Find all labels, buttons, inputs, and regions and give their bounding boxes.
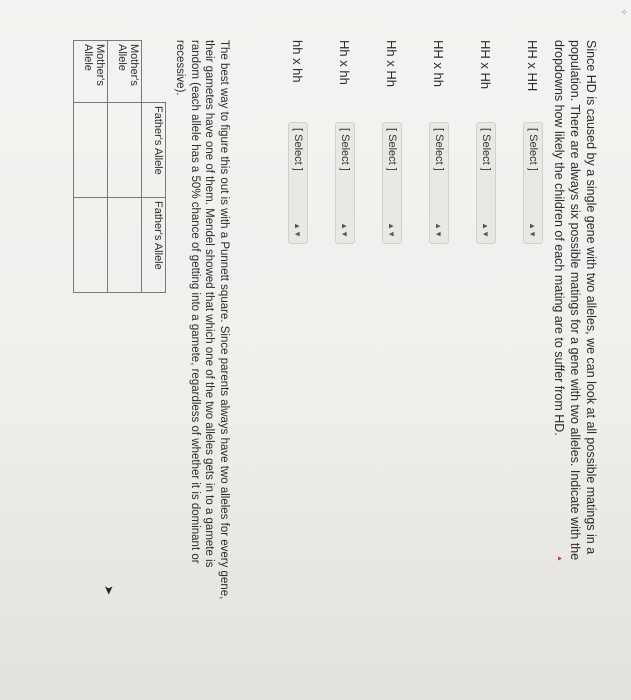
- dropdown-value: [ Select ]: [433, 128, 445, 171]
- punnett-cell: [108, 103, 142, 198]
- dropdown-value: [ Select ]: [527, 128, 539, 171]
- probability-dropdown[interactable]: [335, 122, 355, 244]
- column-header: Father's Allele: [142, 103, 166, 198]
- probability-dropdown[interactable]: [382, 122, 402, 244]
- mating-row: [522, 40, 544, 244]
- column-header: Father's Allele: [142, 198, 166, 293]
- decorative-mark: ▲: [556, 555, 563, 562]
- punnett-cell: [74, 198, 108, 293]
- updown-arrows-icon: ▲▼: [481, 222, 491, 238]
- mating-label: HH x HH: [525, 40, 541, 92]
- dropdown-value: [ Select ]: [292, 128, 304, 171]
- mating-label: HH x hh: [431, 40, 447, 87]
- updown-arrows-icon: ▲▼: [387, 222, 397, 238]
- mating-label: HH x Hh: [478, 40, 494, 90]
- decorative-mark: ✧: [619, 8, 629, 16]
- mouse-pointer-icon: ➤: [102, 585, 116, 596]
- probability-dropdown[interactable]: [523, 122, 543, 244]
- updown-arrows-icon: ▲▼: [293, 222, 303, 238]
- mating-row: [475, 40, 497, 244]
- mating-row: [428, 40, 450, 244]
- mating-label: Hh x hh: [337, 40, 353, 85]
- row-header: Mother's Allele: [108, 41, 142, 103]
- punnett-cell: [74, 103, 108, 198]
- explanation-text: The best way to figure this out is with a Punnett square. Since parents always have two alleles for every gene, their gametes have one of them. Mendel showed that which one of the two alleles gets in to a gamete is random (each allele has a 50% chance of getting into a gamete, regardless of whether it is dominant or recessive).: [174, 40, 230, 600]
- mating-row: [334, 40, 356, 244]
- punnett-square: [73, 40, 166, 293]
- updown-arrows-icon: ▲▼: [528, 222, 538, 238]
- probability-dropdown[interactable]: [476, 122, 496, 244]
- mating-row: [381, 40, 403, 244]
- updown-arrows-icon: ▲▼: [340, 222, 350, 238]
- mating-label: hh x hh: [290, 40, 306, 83]
- corner-cell: [142, 41, 166, 103]
- intro-text: Since HD is caused by a single gene with two alleles, we can look at all possible matings in a population. There are always six possible matings for a gene with two alleles. Indicate with the dropdowns how likely the children of each mating are to suffer from HD.: [552, 40, 598, 561]
- probability-dropdown[interactable]: [288, 122, 308, 244]
- updown-arrows-icon: ▲▼: [434, 222, 444, 238]
- row-header: Mother's Allele: [74, 41, 108, 103]
- dropdown-value: [ Select ]: [339, 128, 351, 171]
- probability-dropdown[interactable]: [429, 122, 449, 244]
- mating-row: [287, 40, 309, 244]
- mating-label: Hh x Hh: [384, 40, 400, 87]
- dropdown-value: [ Select ]: [480, 128, 492, 171]
- dropdown-value: [ Select ]: [386, 128, 398, 171]
- punnett-cell: [108, 198, 142, 293]
